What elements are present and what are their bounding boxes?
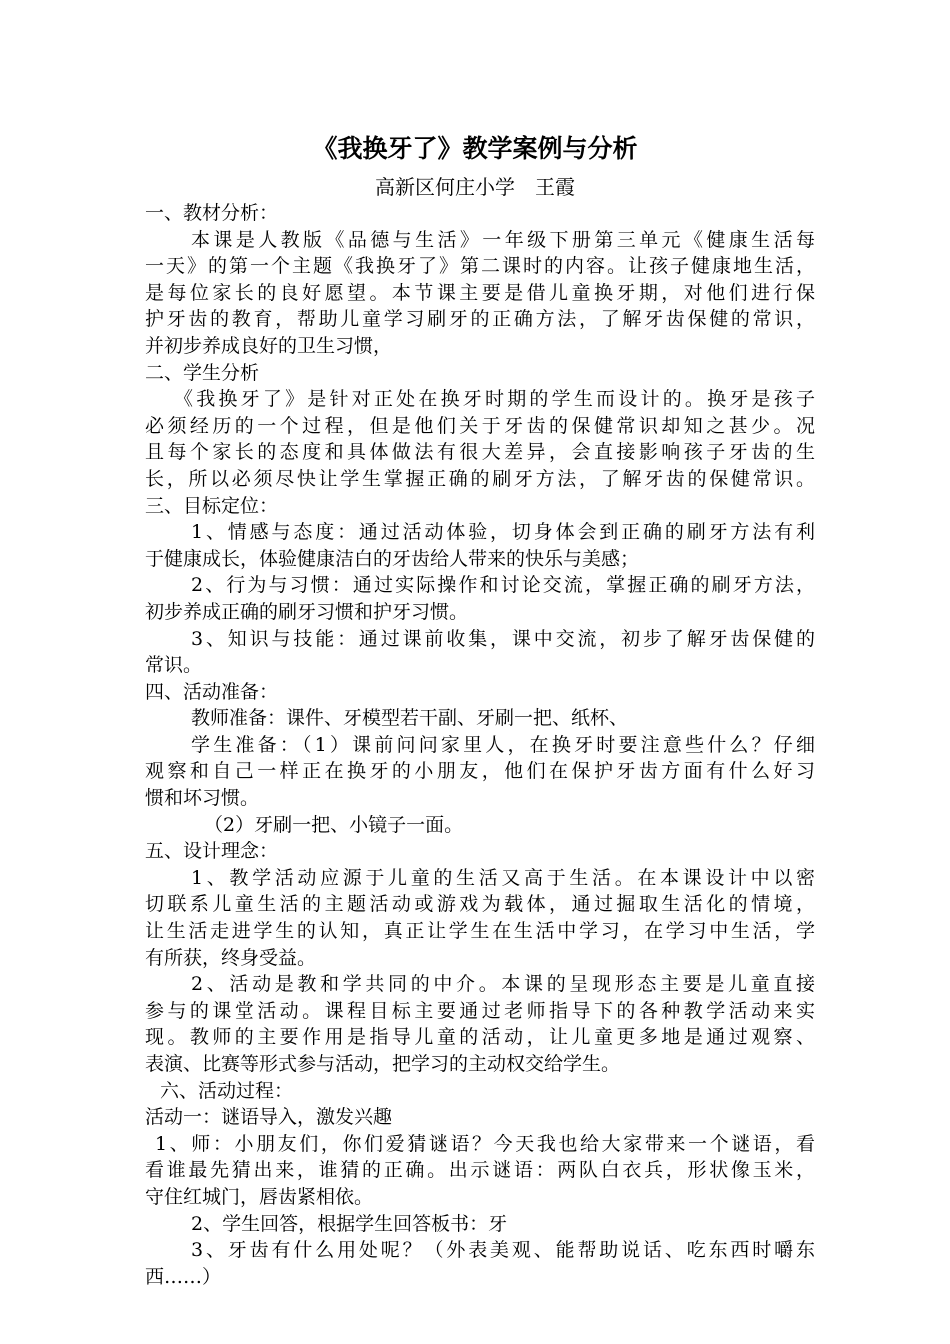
text-line: 且每个家长的态度和具体做法有很大差异，会直接影响孩子牙齿的生 xyxy=(145,441,815,464)
text-line: 五、设计理念： xyxy=(145,840,279,863)
text-line: 惯和坏习惯。 xyxy=(145,787,260,810)
text-line: 常识。 xyxy=(145,654,203,677)
text-line: 2、活动是教和学共同的中介。本课的呈现形态主要是儿童直接 xyxy=(191,973,815,996)
text-line: 守住红城门，唇齿紧相依。 xyxy=(145,1185,374,1208)
text-line: 并初步养成良好的卫生习惯， xyxy=(145,334,393,357)
text-line: 本课是人教版《品德与生活》一年级下册第三单元《健康生活每 xyxy=(191,228,815,251)
text-line: 1、师：小朋友们，你们爱猜谜语？今天我也给大家带来一个谜语，看 xyxy=(155,1132,815,1155)
text-line: 2、学生回答，根据学生回答板书：牙 xyxy=(191,1212,508,1235)
text-line: 1、教学活动应源于儿童的生活又高于生活。在本课设计中以密 xyxy=(191,866,815,889)
text-line: 看谁最先猜出来，谁猜的正确。出示谜语：两队白衣兵，形状像玉米， xyxy=(145,1159,815,1182)
text-line: 表演、比赛等形式参与活动，把学习的主动权交给学生。 xyxy=(145,1053,621,1075)
text-line: 3、知识与技能：通过课前收集，课中交流，初步了解牙齿保健的 xyxy=(191,627,815,650)
text-line: 是每位家长的良好愿望。本节课主要是借儿童换牙期，对他们进行保 xyxy=(145,281,815,304)
text-line: 一天》的第一个主题《我换牙了》第二课时的内容。让孩子健康地生活， xyxy=(145,255,815,278)
text-line: 初步养成正确的刷牙习惯和护牙习惯。 xyxy=(145,600,469,623)
text-line: 《我换牙了》是针对正处在换牙时期的学生而设计的。换牙是孩子 xyxy=(174,388,815,411)
document-author: 高新区何庄小学 王霞 xyxy=(375,175,575,199)
text-line: 西……） xyxy=(145,1265,222,1288)
text-line: 1、情感与态度：通过活动体验，切身体会到正确的刷牙方法有利 xyxy=(191,521,815,544)
text-line: 让生活走进学生的认知，真正让学生在生活中学习，在学习中生活，学 xyxy=(145,920,815,943)
text-line: 于健康成长，体验健康洁白的牙齿给人带来的快乐与美感； xyxy=(145,547,640,570)
document-title: 《我换牙了》教学案例与分析 xyxy=(312,134,638,163)
text-line: （2）牙刷一把、小镜子一面。 xyxy=(204,813,464,836)
text-line: 3、牙齿有什么用处呢？（外表美观、能帮助说话、吃东西时嚼东 xyxy=(191,1239,815,1262)
text-line: 学生准备：（1）课前问问家里人，在换牙时要注意些什么？仔细 xyxy=(191,733,815,756)
text-line: 有所获，终身受益。 xyxy=(145,946,317,969)
text-line: 切联系儿童生活的主题活动或游戏为载体，通过掘取生活化的情境， xyxy=(145,893,815,916)
text-line: 2、行为与习惯：通过实际操作和讨论交流，掌握正确的刷牙方法， xyxy=(191,574,815,597)
text-line: 现。教师的主要作用是指导儿童的活动，让儿童更多地是通过观察、 xyxy=(145,1026,815,1049)
text-line: 二、学生分析 xyxy=(145,361,260,384)
text-line: 教师准备：课件、牙模型若干副、牙刷一把、纸杯、 xyxy=(191,707,629,730)
text-line: 三、目标定位： xyxy=(145,494,279,517)
text-line: 护牙齿的教育，帮助儿童学习刷牙的正确方法，了解牙齿保健的常识， xyxy=(145,308,815,331)
text-line: 观察和自己一样正在换牙的小朋友，他们在保护牙齿方面有什么好习 xyxy=(145,760,815,783)
document-body xyxy=(145,200,815,1290)
text-line: 长，所以必须尽快让学生掌握正确的刷牙方法，了解牙齿的保健常识。 xyxy=(145,467,815,490)
text-line: 四、活动准备： xyxy=(145,680,279,703)
text-line: 一、教材分析： xyxy=(145,202,279,224)
text-line: 活动一：谜语导入，激发兴趣 xyxy=(145,1106,393,1129)
text-line: 六、活动过程： xyxy=(160,1079,294,1102)
text-line: 参与的课堂活动。课程目标主要通过老师指导下的各种教学活动来实 xyxy=(145,999,815,1022)
text-line: 必须经历的一个过程，但是他们关于牙齿的保健常识却知之甚少。况 xyxy=(145,414,815,437)
